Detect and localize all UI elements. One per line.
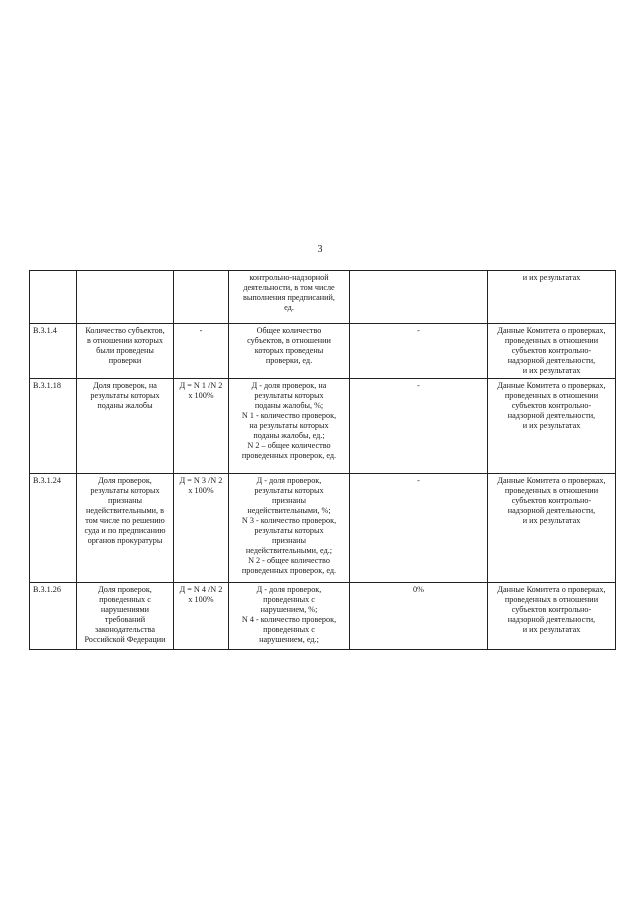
indicator-code-cell: В.3.1.26 — [30, 583, 77, 650]
indicator-name-cell: Доля проверок, на результаты которых поданы жалобы — [77, 379, 174, 474]
indicator-name-cell: Количество субъектов, в отношении которых были проведены проверки — [77, 324, 174, 379]
target-value-cell: - — [350, 379, 488, 474]
formula-cell: Д = N 4 /N 2 х 100% — [174, 583, 229, 650]
data-source-cell: Данные Комитета о проверках, проведенных в отношении субъектов контрольно- надзорной деятельности, и их результатах — [488, 583, 616, 650]
table-row — [30, 379, 616, 474]
formula-cell — [174, 271, 229, 324]
indicator-code-cell: В.3.1.18 — [30, 379, 77, 474]
data-source-cell: Данные Комитета о проверках, проведенных в отношении субъектов контрольно- надзорной деятельности, и их результатах — [488, 324, 616, 379]
formula-cell: Д = N 1 /N 2 х 100% — [174, 379, 229, 474]
page-number: 3 — [317, 244, 323, 255]
target-value-cell: - — [350, 324, 488, 379]
data-source-cell: Данные Комитета о проверках, проведенных в отношении субъектов контрольно- надзорной деятельности, и их результатах — [488, 379, 616, 474]
target-value-cell — [350, 271, 488, 324]
table-row — [30, 583, 616, 650]
formula-description-cell: Общее количество субъектов, в отношении которых проведены проверки, ед. — [229, 324, 350, 379]
data-source-cell: и их результатах — [488, 271, 616, 324]
indicator-code-cell: В.3.1.24 — [30, 474, 77, 583]
data-source-cell: Данные Комитета о проверках, проведенных в отношении субъектов контрольно- надзорной деятельности, и их результатах — [488, 474, 616, 583]
formula-description-cell: контрольно-надзорной деятельности, в том числе выполнения предписаний, ед. — [229, 271, 350, 324]
formula-cell: - — [174, 324, 229, 379]
indicator-code-cell: В.3.1.4 — [30, 324, 77, 379]
table-row — [30, 271, 616, 324]
indicator-code-cell — [30, 271, 77, 324]
formula-description-cell: Д - доля проверок, на результаты которых поданы жалобы, %; N 1 - количество проверок, на результаты которых поданы жалобы, ед.; N 2 – общее количество проведенных проверок, ед. — [229, 379, 350, 474]
table-row — [30, 324, 616, 379]
indicator-name-cell: Доля проверок, результаты которых признаны недействительными, в том числе по решению суда и по предписанию органов прокуратуры — [77, 474, 174, 583]
indicator-name-cell: Доля проверок, проведенных с нарушениями требований законодательства Российской Федерации — [77, 583, 174, 650]
indicator-name-cell — [77, 271, 174, 324]
target-value-cell: - — [350, 474, 488, 583]
indicators-table — [29, 270, 616, 650]
formula-description-cell: Д - доля проверок, результаты которых признаны недействительными, %; N 3 - количество проверок, результаты которых признаны недействительными, ед.; N 2 - общее количество проведенных проверок, ед. — [229, 474, 350, 583]
formula-cell: Д = N 3 /N 2 х 100% — [174, 474, 229, 583]
formula-description-cell: Д - доля проверок, проведенных с нарушением, %; N 4 - количество проверок, проведенных с нарушением, ед.; — [229, 583, 350, 650]
target-value-cell: 0% — [350, 583, 488, 650]
table-row — [30, 474, 616, 583]
